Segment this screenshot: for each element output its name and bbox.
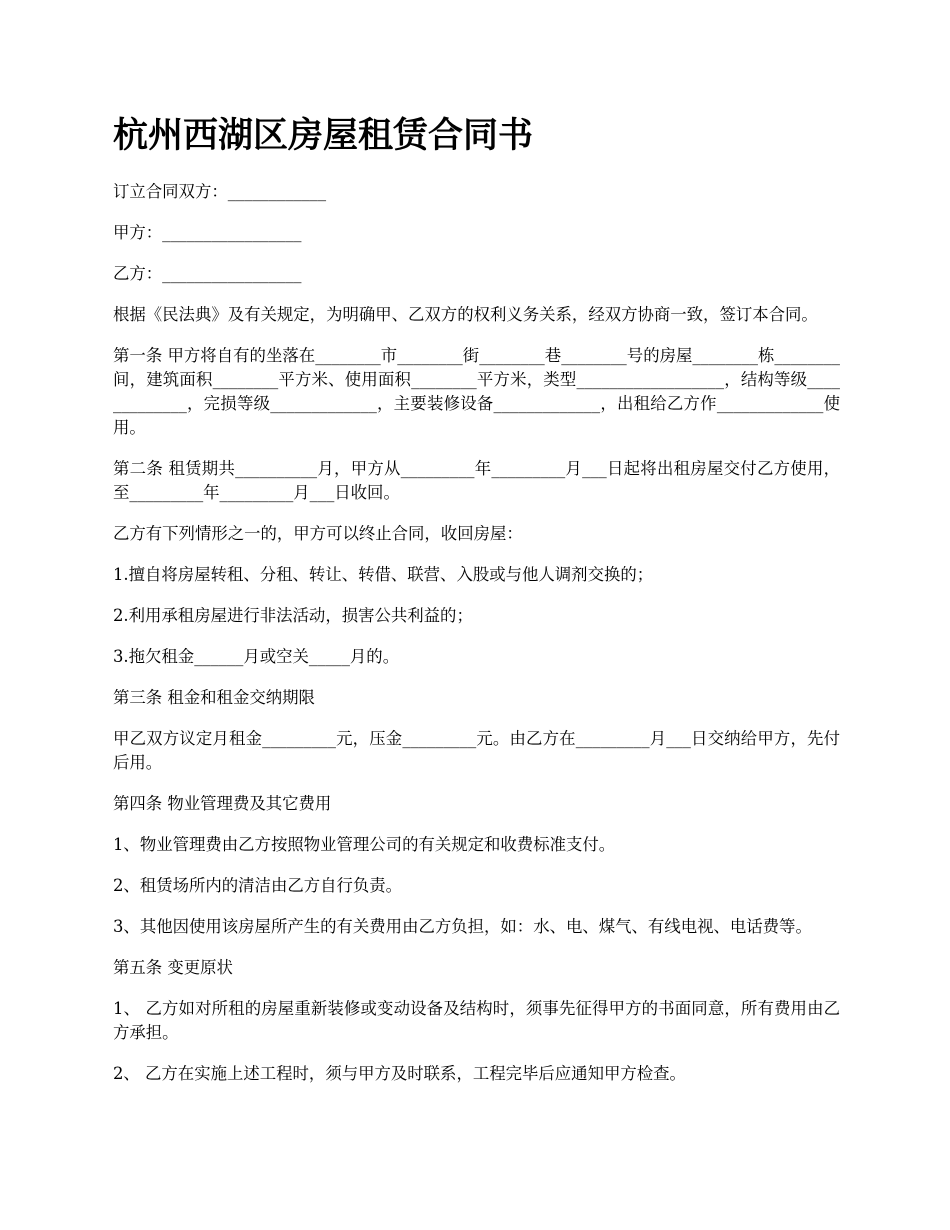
article-3-paragraph: 甲乙双方议定月租金_________元，压金_________元。由乙方在_________月___日交纳给甲方，先付后用。 (113, 729, 840, 772)
termination-intro: 乙方有下列情形之一的，甲方可以终止合同，收回房屋： (113, 524, 523, 543)
article-2-paragraph: 第二条 租赁期共__________月，甲方从_________年_________月___日起将出租房屋交付乙方使用，至_________年_________月___日收回。 (113, 459, 840, 502)
article-4-item-1: 1、物业管理费由乙方按照物业管理公司的有关规定和收费标准支付。 (113, 835, 616, 854)
article-4-heading: 第四条 物业管理费及其它费用 (113, 794, 332, 813)
party-b-line: 乙方：_________________ (113, 264, 302, 283)
party-a-line: 甲方：_________________ (113, 223, 302, 242)
termination-item-3: 3.拖欠租金______月或空关_____月的。 (113, 647, 400, 666)
article-5-item-1: 1、 乙方如对所租的房屋重新装修或变动设备及结构时，须事先征得甲方的书面同意，所有费用由乙方承担。 (113, 999, 840, 1042)
document-title: 杭州西湖区房屋租赁合同书 (113, 115, 534, 156)
termination-item-1: 1.擅自将房屋转租、分租、转让、转借、联营、入股或与他人调剂交换的； (113, 565, 654, 584)
contract-parties-line: 订立合同双方：____________ (113, 182, 327, 201)
article-1-paragraph: 第一条 甲方将自有的坐落在________市________街________巷________号的房屋________栋________间，建筑面积________平方米、使用面积________平方米，类型__________________，结构等级_____________，完损等级_____________，主要装修设备_____________，出租给乙方作_____________使用。 (113, 346, 840, 437)
article-5-item-2: 2、 乙方在实施上述工程时，须与甲方及时联系，工程完毕后应通知甲方检查。 (113, 1064, 686, 1083)
article-5-heading: 第五条 变更原状 (113, 958, 233, 977)
preamble-paragraph: 根据《民法典》及有关规定，为明确甲、乙双方的权利义务关系，经双方协商一致，签订本合同。 (113, 305, 818, 324)
article-3-heading: 第三条 租金和租金交纳期限 (113, 688, 315, 707)
termination-item-2: 2.利用承租房屋进行非法活动，损害公共利益的； (113, 606, 473, 625)
document-page (113, 108, 840, 1103)
article-4-item-2: 2、租赁场所内的清洁由乙方自行负责。 (113, 876, 403, 895)
article-4-item-3: 3、其他因使用该房屋所产生的有关费用由乙方负担，如：水、电、煤气、有线电视、电话费等。 (113, 917, 812, 936)
